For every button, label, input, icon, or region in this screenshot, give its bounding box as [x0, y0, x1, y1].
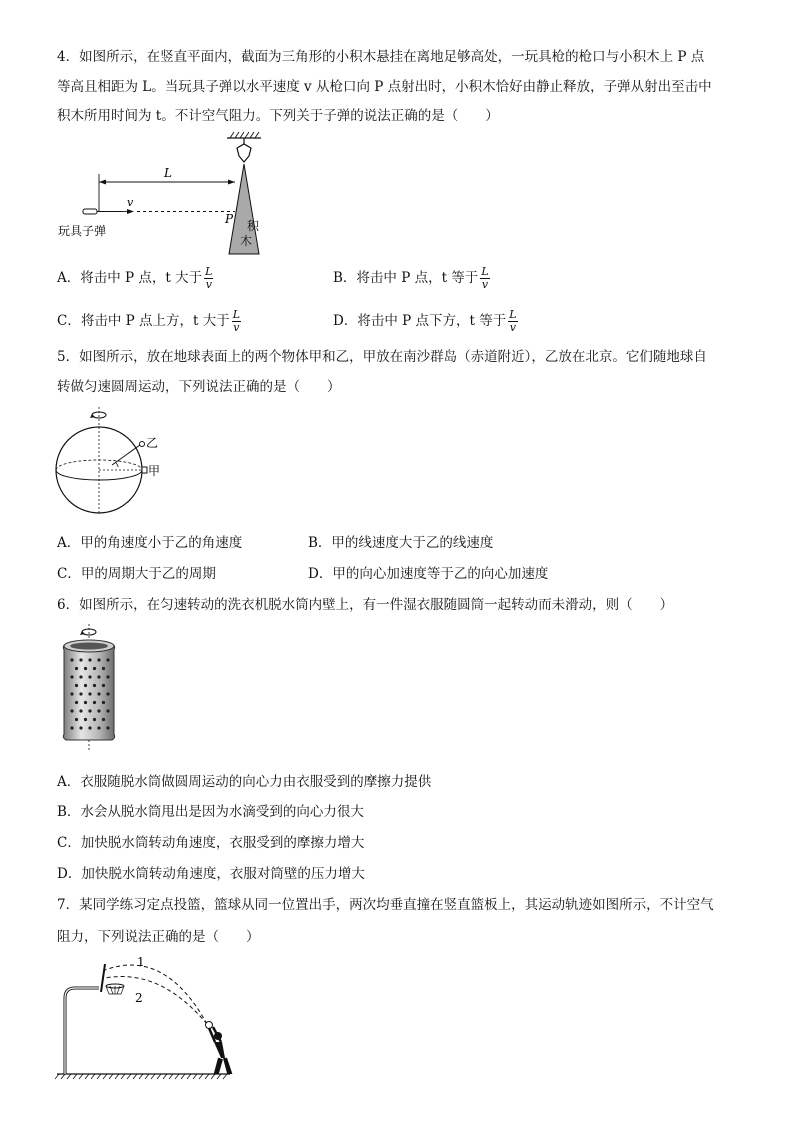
q5-option-d: D．甲的向心加速度等于乙的向心加速度: [308, 566, 549, 582]
ground-hatch-mark: [157, 1074, 161, 1079]
ground-hatch-mark: [211, 1074, 215, 1079]
q7-text-line1: 7．某同学练习定点投篮，篮球从同一位置出手，两次均垂直撞在竖直篮板上，其运动轨迹如图所示，不计空气: [57, 897, 714, 913]
drum-hole: [84, 684, 87, 687]
drum-hole: [88, 692, 91, 695]
label-bullet: 玩具子弹: [58, 224, 107, 238]
ground-hatch-mark: [181, 1074, 185, 1079]
ground-hatch-mark: [175, 1074, 179, 1079]
hoop-pole: [65, 988, 99, 1074]
drum-hole: [79, 726, 82, 729]
label-yi: 乙: [146, 436, 159, 450]
ground-hatch-mark: [67, 1074, 71, 1079]
q6-option-a: A．衣服随脱水筒做圆周运动的向心力由衣服受到的摩擦力提供: [57, 774, 432, 790]
ground-hatch-mark: [205, 1074, 209, 1079]
q4-text-line2: 等高且相距为 L。当玩具子弹以水平速度 v 从枪口向 P 点射出时，小积木恰好由静止释放，子弹从射出至击中: [57, 79, 712, 95]
label-trajectory-1: 1: [137, 955, 145, 969]
drum-hole: [93, 684, 96, 687]
drum-hole: [75, 701, 78, 704]
drum-hole: [84, 718, 87, 721]
drum-hole: [106, 709, 109, 712]
q4-option-c: C．将击中 P 点上方，t 大于 $\frac{L}{v}$: [57, 308, 241, 334]
block-label-2: 木: [240, 234, 253, 248]
drum-hole: [75, 684, 78, 687]
velocity-arrow: [127, 209, 134, 214]
ground-hatch-mark: [109, 1074, 113, 1079]
drum-hole: [79, 692, 82, 695]
drum-hole: [84, 701, 87, 704]
bullet-icon: [83, 209, 97, 214]
q4-option-a: A．将击中 P 点，t 大于 $\frac{L}{v}$: [57, 265, 213, 291]
backboard: [101, 964, 105, 992]
drum-hole: [106, 726, 109, 729]
drum-hole: [106, 658, 109, 661]
drum-hole: [79, 658, 82, 661]
player-icon: [206, 1022, 232, 1074]
drum-hole: [70, 726, 73, 729]
ground-hatch-mark: [133, 1074, 137, 1079]
object-jia: [142, 467, 147, 473]
ground-hatch-mark: [55, 1074, 59, 1079]
q6-option-d: D．加快脱水筒转动角速度，衣服对筒壁的压力增大: [57, 866, 365, 882]
drum-hole: [102, 701, 105, 704]
ground-hatch-mark: [115, 1074, 119, 1079]
q5-earth-figure: [52, 403, 182, 523]
ground-hatch-mark: [61, 1074, 65, 1079]
ground-hatch-mark: [79, 1074, 83, 1079]
q7-text-line2: 阻力，下列说法正确的是（ ）: [57, 929, 260, 945]
drum-hole: [79, 675, 82, 678]
basketball: [206, 1022, 213, 1029]
label-L: L: [164, 166, 172, 180]
q4-figure: [55, 130, 295, 260]
drum-hole: [70, 709, 73, 712]
drum-hole: [102, 718, 105, 721]
dim-arrow-left: [99, 180, 106, 185]
drum-hole: [88, 709, 91, 712]
drum-hole: [84, 667, 87, 670]
ground-hatch-mark: [193, 1074, 197, 1079]
drum-hole: [97, 709, 100, 712]
ground-hatch-mark: [217, 1074, 221, 1079]
q5-option-c: C．甲的周期大于乙的周期: [57, 566, 216, 582]
label-v: v: [127, 196, 134, 209]
drum-hole: [106, 675, 109, 678]
drum-hole: [93, 718, 96, 721]
ground-hatch-mark: [127, 1074, 131, 1079]
block-label-1: 积: [247, 219, 260, 233]
drum-body: [63, 644, 114, 740]
ground-hatch-mark: [97, 1074, 101, 1079]
q5-text-line2: 转做匀速圆周运动，下列说法正确的是（ ）: [57, 379, 341, 395]
q5-option-a: A．甲的角速度小于乙的角速度: [57, 535, 243, 551]
drum-hole: [79, 709, 82, 712]
ground-hatch-mark: [121, 1074, 125, 1079]
q4-option-b: B．将击中 P 点，t 等于 $\frac{L}{v}$: [333, 265, 489, 291]
ground-hatch-mark: [163, 1074, 167, 1079]
label-P: P: [225, 212, 234, 226]
label-jia: 甲: [148, 464, 161, 478]
ground-hatch-mark: [187, 1074, 191, 1079]
q7-basketball-figure: [55, 952, 245, 1082]
q4-option-d: D．将击中 P 点下方，t 等于 $\frac{L}{v}$: [333, 308, 517, 334]
drum-hole: [70, 658, 73, 661]
q5-text-line1: 5．如图所示，放在地球表面上的两个物体甲和乙，甲放在南沙群岛（赤道附近），乙放在北京。它们随地球自: [57, 349, 707, 365]
ground-hatch-mark: [169, 1074, 173, 1079]
trajectory-1: [105, 965, 207, 1024]
label-trajectory-2: 2: [135, 991, 143, 1005]
ground-hatch-mark: [103, 1074, 107, 1079]
q4-text-line1: 4．如图所示，在竖直平面内，截面为三角形的小积木悬挂在离地足够高处，一玩具枪的枪口与小积木上 P 点: [57, 49, 705, 65]
ceiling-hatch: [230, 132, 259, 138]
ground-hatch-mark: [73, 1074, 77, 1079]
drum-hole: [102, 667, 105, 670]
ground-hatch-mark: [91, 1074, 95, 1079]
drum-hole: [102, 684, 105, 687]
drum-hole: [88, 658, 91, 661]
drum-hole: [97, 658, 100, 661]
clamp-icon: [237, 144, 251, 162]
drum-hole: [93, 667, 96, 670]
dim-arrow-right: [228, 180, 235, 185]
q6-option-c: C．加快脱水筒转动角速度，衣服受到的摩擦力增大: [57, 835, 365, 851]
ground-hatch-mark: [199, 1074, 203, 1079]
drum-opening: [70, 643, 108, 650]
ground-hatch-mark: [85, 1074, 89, 1079]
object-yi: [140, 442, 145, 447]
q6-text-line1: 6．如图所示，在匀速转动的洗衣机脱水筒内壁上，有一件湿衣服随圆筒一起转动而未滑动，则（ ）: [57, 597, 674, 613]
drum-hole: [97, 692, 100, 695]
ground-hatch: [55, 1074, 227, 1079]
ground-hatch-mark: [139, 1074, 143, 1079]
drum-hole: [75, 718, 78, 721]
q4-text-line3: 积木所用时间为 t。不计空气阻力。下列关于子弹的说法正确的是（ ）: [57, 108, 499, 124]
q6-spin-drum-figure: [56, 622, 126, 752]
q6-option-b: B．水会从脱水筒甩出是因为水滴受到的向心力很大: [57, 804, 364, 820]
drum-hole: [93, 701, 96, 704]
drum-hole: [97, 726, 100, 729]
q5-option-b: B．甲的线速度大于乙的线速度: [308, 535, 494, 551]
drum-hole: [88, 726, 91, 729]
drum-hole: [106, 692, 109, 695]
drum-hole: [75, 667, 78, 670]
drum-hole: [97, 675, 100, 678]
drum-hole: [70, 675, 73, 678]
ground-hatch-mark: [223, 1074, 227, 1079]
drum-hole: [70, 692, 73, 695]
ground-hatch-mark: [151, 1074, 155, 1079]
ground-hatch-mark: [145, 1074, 149, 1079]
drum-hole: [88, 675, 91, 678]
